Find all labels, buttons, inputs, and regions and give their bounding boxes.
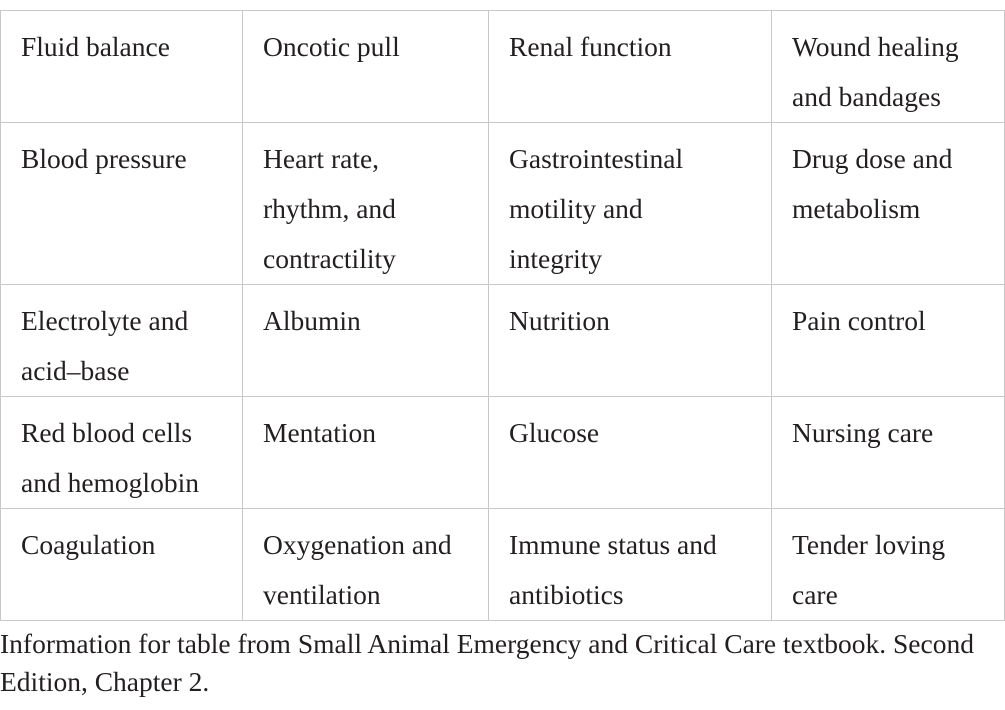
table-cell xyxy=(772,123,1005,285)
cell-text: Glucose xyxy=(509,417,600,448)
cell-text: Immune status and antibiotics xyxy=(509,529,717,610)
table-cell xyxy=(1,397,243,509)
cell-text: Drug dose and metabolism xyxy=(792,143,953,224)
kirby-rule-of-20-table-container xyxy=(0,10,1005,621)
table-cell xyxy=(489,123,772,285)
cell-text: Electrolyte and acid–base xyxy=(21,305,189,386)
table-cell xyxy=(772,285,1005,397)
cell-text: Wound healing and bandages xyxy=(792,31,959,112)
table-row xyxy=(1,397,1005,509)
cell-text: Heart rate, rhythm, and contractility xyxy=(263,143,396,274)
table-cell xyxy=(489,285,772,397)
cell-text: Blood pressure xyxy=(21,143,187,174)
cell-text: Nursing care xyxy=(792,417,934,448)
table-cell xyxy=(1,123,243,285)
table-cell xyxy=(772,397,1005,509)
cell-text: Pain control xyxy=(792,305,926,336)
table-cell xyxy=(1,509,243,621)
table-row xyxy=(1,123,1005,285)
table-cell xyxy=(772,509,1005,621)
table-cell xyxy=(489,11,772,123)
cell-text: Tender loving care xyxy=(792,529,946,610)
cell-text: Renal function xyxy=(509,31,672,62)
table-cell xyxy=(243,397,489,509)
table-caption: Information for table from Small Animal Emergency and Critical Care textbook. Second Edition, Chapter 2. xyxy=(0,628,974,697)
cell-text: Gastrointestinal motility and integrity xyxy=(509,143,684,274)
table-cell xyxy=(243,509,489,621)
table-cell xyxy=(489,509,772,621)
cell-text: Oncotic pull xyxy=(263,31,400,62)
table-cell xyxy=(1,11,243,123)
critical-care-parameters-table xyxy=(0,10,1005,621)
cell-text: Fluid balance xyxy=(21,31,170,62)
cell-text: Mentation xyxy=(263,417,377,448)
table-cell xyxy=(243,123,489,285)
table-row xyxy=(1,285,1005,397)
table-cell xyxy=(243,285,489,397)
cell-text: Albumin xyxy=(263,305,361,336)
table-cell xyxy=(489,397,772,509)
table-cell xyxy=(772,11,1005,123)
table-row xyxy=(1,11,1005,123)
table-row xyxy=(1,509,1005,621)
cell-text: Oxygenation and ventilation xyxy=(263,529,452,610)
cell-text: Coagulation xyxy=(21,529,156,560)
table-cell xyxy=(1,285,243,397)
cell-text: Red blood cells and hemoglobin xyxy=(21,417,199,498)
cell-text: Nutrition xyxy=(509,305,610,336)
table-cell xyxy=(243,11,489,123)
